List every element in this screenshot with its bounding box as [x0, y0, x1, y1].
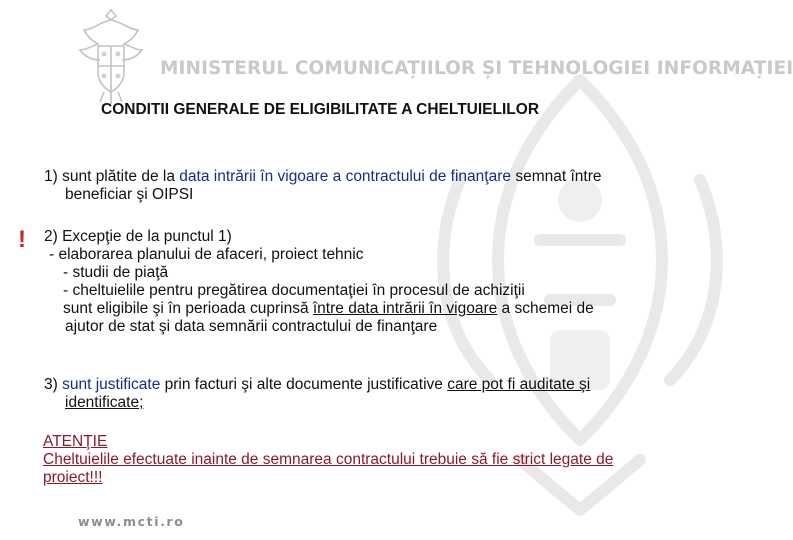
warning-line-2: Cheltuielile efectuate inainte de semnarea contractului trebuie să fie strict legate de	[43, 451, 614, 468]
condition-1	[44, 168, 704, 204]
condition-2-line-6: ajutor de stat şi data semnării contractului de finanţare	[65, 318, 438, 335]
condition-3-line-2: identificate;	[65, 394, 144, 411]
condition-2	[44, 228, 704, 336]
condition-2-text-a: sunt eligibile şi în perioada cuprinsă	[63, 300, 313, 317]
condition-3-underlined: care pot fi auditate şi	[447, 376, 591, 393]
condition-3	[44, 376, 704, 412]
condition-2-line-1: 2) Excepţie de la punctul 1)	[44, 228, 232, 245]
condition-1-text-c: semnat între	[511, 168, 602, 185]
warning-line-3: proiect!!!	[43, 469, 103, 486]
romanian-coat-of-arms-icon	[70, 6, 152, 106]
condition-1-text-a: 1) sunt plătite de la	[44, 168, 180, 185]
condition-2-line-2: - elaborarea planului de afaceri, proiect tehnic	[49, 246, 364, 263]
warning-heading: ATENŢIE	[43, 433, 108, 450]
condition-3-text-a: 3)	[44, 376, 63, 393]
condition-2-text-c: a schemei de	[497, 300, 594, 317]
condition-3-highlight: sunt justificate	[62, 376, 161, 393]
condition-2-line-5	[44, 300, 704, 318]
condition-1-line-1	[44, 168, 704, 186]
warning-note	[43, 433, 713, 487]
condition-2-line-3: - studii de piaţă	[63, 264, 169, 281]
condition-3-text-c: prin facturi şi alte documente justificative	[160, 376, 448, 393]
condition-2-underlined: între data intrării în vigoare	[312, 300, 498, 317]
condition-1-line-2: beneficiar şi OIPSI	[65, 186, 194, 203]
ministry-name: MINISTERUL COMUNICAȚIILOR ȘI TEHNOLOGIEI INFORMAȚIEI	[160, 58, 793, 79]
condition-1-highlight: data intrării în vigoare a contractului de finanţare	[179, 168, 512, 185]
slide-title: CONDITII GENERALE DE ELIGIBILITATE A CHELTUIELILOR	[101, 101, 540, 118]
footer-url: www.mcti.ro	[78, 514, 185, 529]
exclamation-mark: !	[18, 226, 26, 253]
condition-3-line-1	[44, 376, 704, 394]
condition-2-line-4: - cheltuielile pentru pregătirea documentaţiei în procesul de achiziţii	[63, 282, 525, 299]
